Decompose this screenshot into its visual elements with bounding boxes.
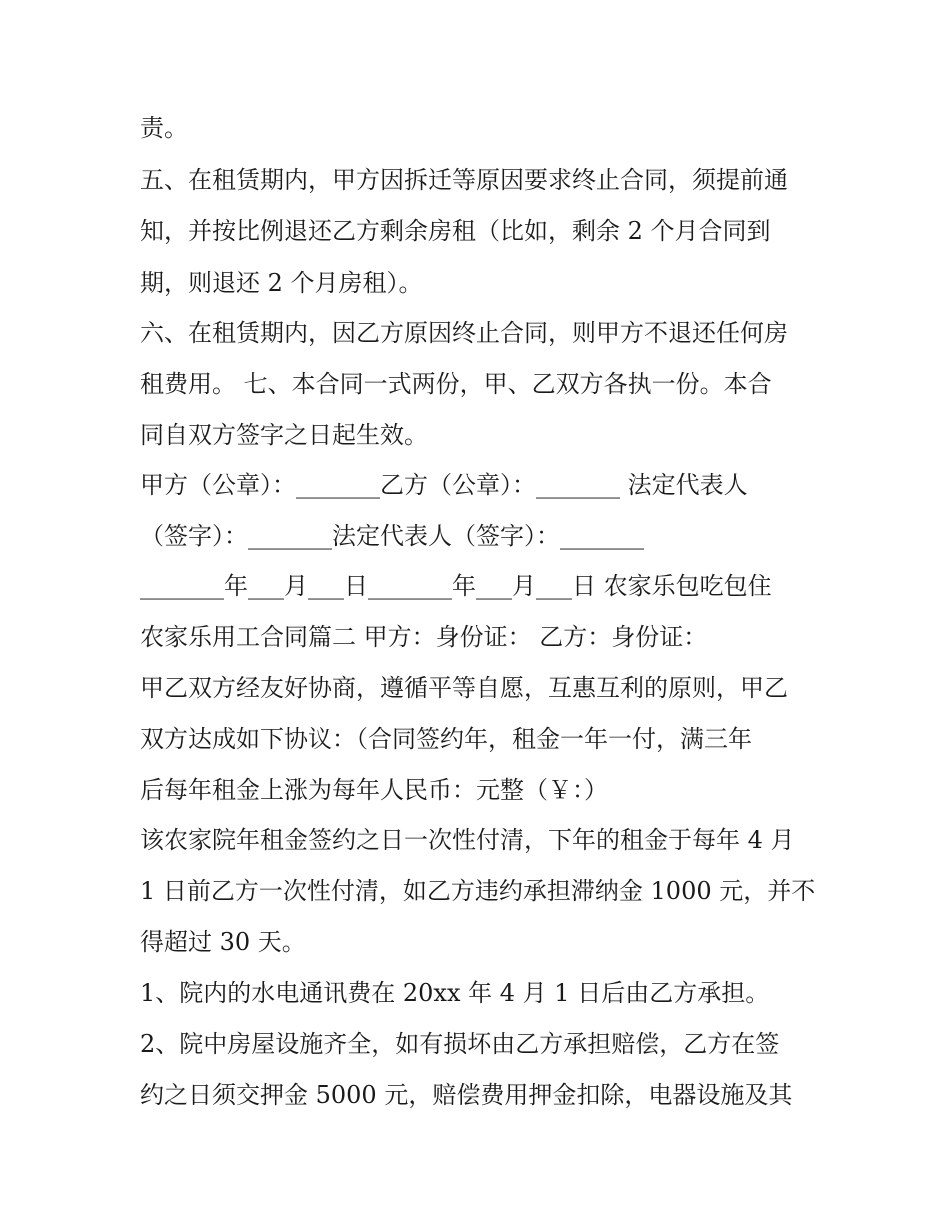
signature-line: 甲方（公章）：_______乙方（公章）：_______ 法定代表人: [140, 471, 748, 499]
text-line: 得超过 30 天。: [140, 928, 306, 956]
text-line: 期，则退还 2 个月房租）。: [140, 269, 423, 297]
section-heading: 农家乐用工合同篇二 甲方：身份证： 乙方：身份证：: [140, 623, 708, 651]
text-line: 五、在租赁期内，甲方因拆迁等原因要求终止合同，须提前通: [140, 166, 788, 194]
text-line: 后每年租金上涨为每年人民币：元整（￥：）: [140, 776, 608, 804]
clause-item: 1、院内的水电通讯费在 20xx 年 4 月 1 日后由乙方承担。: [140, 979, 770, 1007]
text-line: 约之日须交押金 5000 元，赔偿费用押金扣除，电器设施及其: [140, 1081, 793, 1109]
text-line: 责。: [140, 114, 188, 142]
text-line: 1 日前乙方一次性付清，如乙方违约承担滞纳金 1000 元，并不: [140, 877, 816, 905]
text-line: 双方达成如下协议：（合同签约年，租金一年一付，满三年: [140, 725, 752, 753]
signature-line: （签字）：_______法定代表人（签字）：_______: [140, 522, 644, 550]
text-line: 租费用。 七、本合同一式两份，甲、乙双方各执一份。本合: [140, 370, 772, 398]
text-line: 知，并按比例退还乙方剩余房租（比如，剩余 2 个月合同到: [140, 217, 771, 245]
text-line: 该农家院年租金签约之日一次性付清，下年的租金于每年 4 月: [140, 826, 795, 854]
text-line: 六、在租赁期内，因乙方原因终止合同，则甲方不退还任何房: [140, 319, 788, 347]
date-line: _______年___月___日_______年___月___日 农家乐包吃包住: [140, 572, 772, 600]
text-line: 甲乙双方经友好协商，遵循平等自愿，互惠互利的原则，甲乙: [140, 674, 788, 702]
text-line: 同自双方签字之日起生效。: [140, 421, 428, 449]
clause-item: 2、院中房屋设施齐全，如有损坏由乙方承担赔偿，乙方在签: [140, 1030, 780, 1058]
